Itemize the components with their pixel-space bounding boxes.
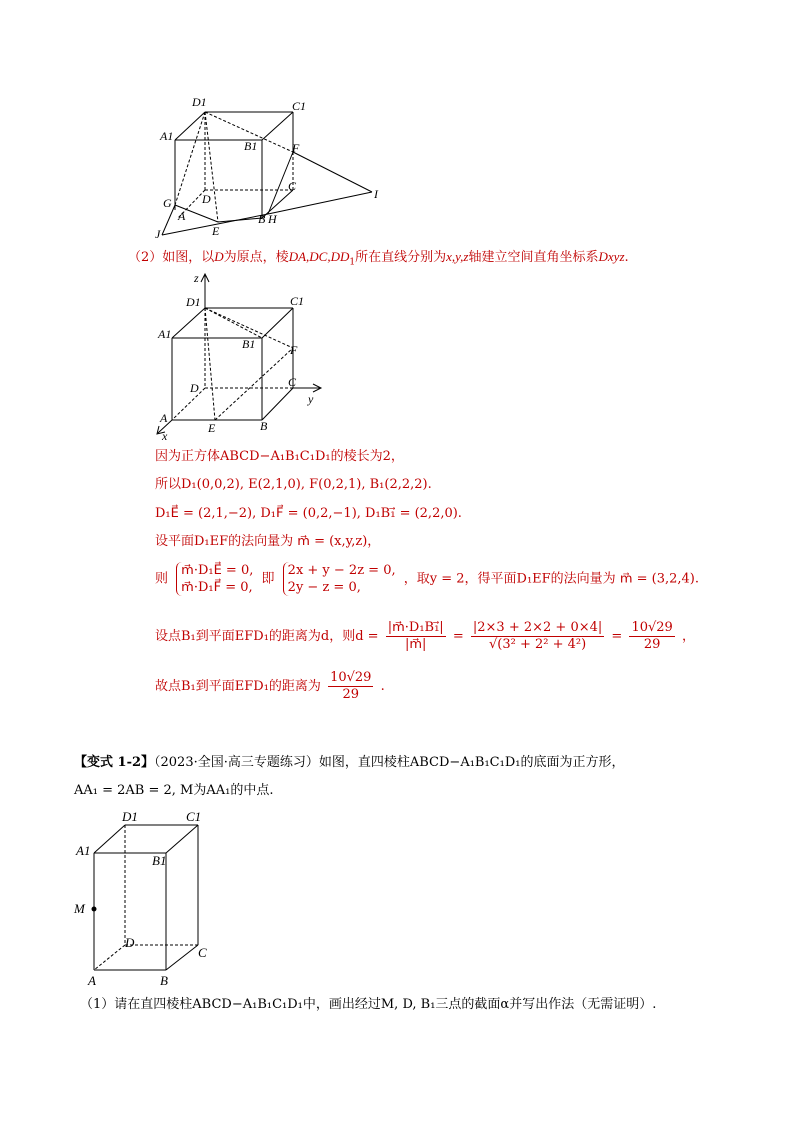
variant-heading: 【变式 1-2】（2023·全国·高三专题练习）如图，直四棱柱ABCD−A₁B₁C₁D₁的底面为正方形， [74,755,625,770]
variant-question-1: （1）请在直四棱柱ABCD−A₁B₁C₁D₁中，画出经过M, D, B₁三点的截面α并写出作法（无需证明）. [80,997,657,1012]
fig3-label: M [74,901,85,916]
fig1-label: D1 [192,95,207,109]
fig1-label: A [178,209,186,223]
fig2-label: B [260,419,268,433]
part2-intro: （2）如图，以D为原点，棱$DA,DC,DD_1$所在直线分别为x,y,z轴建立空间直角坐标系Dxyz. [128,249,629,268]
fig1-label: C [288,179,297,193]
fig1-label: E [212,224,220,238]
fig2-label: A [160,411,168,425]
fig3-label: B [160,973,168,988]
fig1-label: H [268,212,277,226]
fig3-label: D [125,935,135,950]
fig1-label: I [374,187,378,201]
fig2-label: A1 [158,327,172,341]
solution-line-6: 设点B₁到平面EFD₁的距离为d，则d = $\frac{\text{|m⃗·D₁B₁⃗|}}{|m⃗|}$ = $\frac{|2\times 3 + 2\times 2 + 0\times 4|}{\text{√(3² + 2² + 4²)}}$ = $\frac{10√29}{29}$ ， [155,620,695,652]
fig2-label: z [194,271,199,285]
fig1-label: B [258,212,266,226]
variant-condition: AA₁ = 2AB = 2, M为AA₁的中点. [74,783,274,798]
fig1-label: F [292,141,300,155]
fig2-label: D1 [186,295,201,309]
solution-line-2: 所以D₁(0,0,2), E(2,1,0), F(0,2,1), B₁(2,2,2). [155,477,432,492]
fig3-label: D1 [122,809,138,824]
figure-3-prism [70,805,230,995]
fig2-label: F [290,343,298,357]
fig3-label: B1 [152,853,167,868]
fig1-label: C1 [292,99,307,113]
fig2-label: D [190,381,199,395]
fig1-label: D [202,192,211,206]
fig2-label: C1 [290,294,305,308]
fig1-label: B1 [244,139,258,153]
fig2-label: B1 [242,337,256,351]
fig1-label: J [155,227,161,241]
fig2-label: y [308,392,314,406]
fig3-label: C1 [186,809,202,824]
fig3-label: C [198,945,207,960]
figure-2-coordinate-cube [150,270,330,445]
solution-line-1: 因为正方体ABCD−A₁B₁C₁D₁的棱长为2， [155,449,404,464]
fig3-label: A [88,973,96,988]
fig2-label: C [288,375,297,389]
fig2-label: E [208,421,216,435]
fig2-label: x [162,429,168,443]
solution-line-7: 故点B₁到平面EFD₁的距离为 $\frac{10√29}{29}$ . [155,670,385,702]
solution-line-3: D₁E⃗ = (2,1,−2), D₁F⃗ = (0,2,−1), D₁B₁⃗ = (2,2,0). [155,506,462,521]
solution-line-5: 则 m⃗·D₁E⃗ = 0, m⃗·D₁F⃗ = 0, 即 2x + y − 2z = 0, 2y − z = 0, ，取y = 2，得平面D₁EF的法向量为 m⃗ = (3,2,4). [155,563,699,595]
fig1-label: G [163,196,172,210]
figure-1-cube-section [150,90,400,245]
fig1-label: A1 [160,129,174,143]
fig3-label: A1 [76,843,91,858]
solution-line-4: 设平面D₁EF的法向量为 m⃗ = (x,y,z)， [155,534,381,549]
